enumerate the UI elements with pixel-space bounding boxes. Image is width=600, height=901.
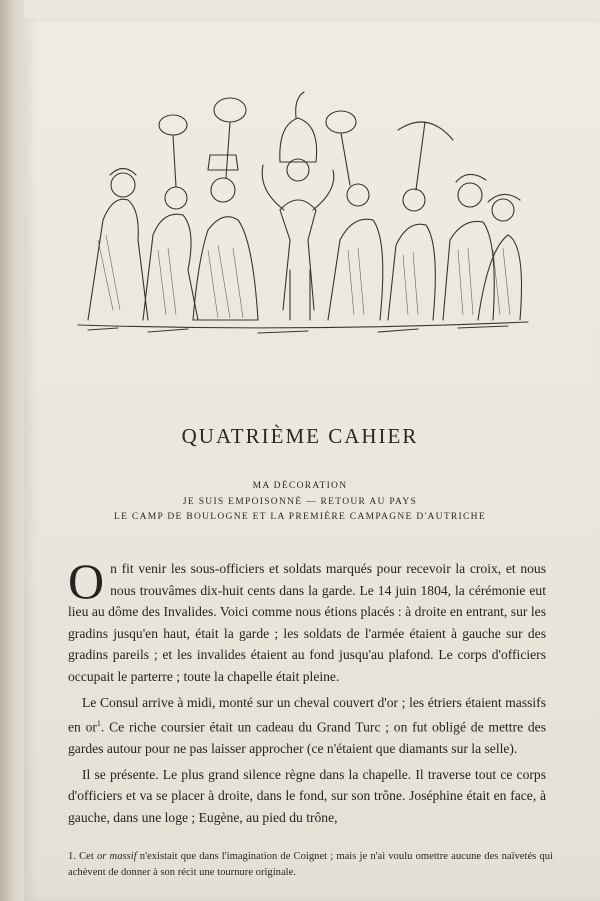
paragraph-2	[68, 692, 546, 760]
footnote-pre: Cet	[75, 851, 97, 862]
footnote-post: n'existait que dans l'imagination de Coignet ; mais je n'ai voulu omettre aucune des naïvetés qui achèvent de donner à son récit une tournure originale.	[68, 851, 553, 878]
page-top-edge	[24, 0, 600, 18]
paragraph-3	[68, 764, 546, 829]
body-text	[68, 553, 546, 833]
paragraph-1-text: n fit venir les sous-officiers et soldats marqués pour recevoir la croix, et nous nous trouvâmes dix-huit cents dans la garde. Le 14 juin 1804, la cérémonie eut lieu au dôme des Invalides. Voici comme nous étions placés : à droite en entrant, sur les gradins jusqu'en haut, était la garde ; les soldats de l'armée étaient à gauche sur des gradins pareils ; et les invalides étaient au fond jusqu'au plafond. Le corps d'officiers occupait le parterre ; toute la chapelle était pleine.	[68, 561, 546, 684]
chapter-title: QUATRIÈME CAHIER	[181, 424, 419, 448]
book-spine-shadow	[0, 0, 24, 901]
paragraph-3-text: Il se présente. Le plus grand silence règne dans la chapelle. Il traverse tout ce corps d'officiers et va se placer à droite, dans le fond, sur son trône. Joséphine était en face, à gauche, dans une loge ; Eugène, au pied du trône,	[68, 766, 546, 826]
footnote-italic: or massif	[96, 851, 137, 862]
chapter-subtitle-3: LE CAMP DE BOULOGNE ET LA PREMIÈRE CAMPAGNE D'AUTRICHE	[114, 512, 486, 522]
engraving-illustration	[58, 70, 538, 340]
chapter-subtitle-1: MA DÉCORATION	[252, 481, 348, 491]
footnote-number: 1.	[68, 851, 76, 862]
paragraph-1	[68, 553, 546, 688]
paragraph-2-text-b: . Ce riche coursier était un cadeau du Grand Turc ; on fut obligé de mettre des gardes autour pour ne pas laisser approcher (ce n'étaient que diamants sur la selle).	[68, 719, 546, 757]
footnote	[68, 849, 553, 881]
footnote-marker: 1	[96, 719, 101, 729]
drop-cap: O	[68, 553, 105, 609]
chapter-subtitle-2: JE SUIS EMPOISONNÉ — RETOUR AU PAYS	[182, 497, 418, 507]
paragraph-2-text-a: Le Consul arrive à midi, monté sur un cheval couvert d'or ; les étriers étaient massifs en or	[68, 694, 546, 735]
